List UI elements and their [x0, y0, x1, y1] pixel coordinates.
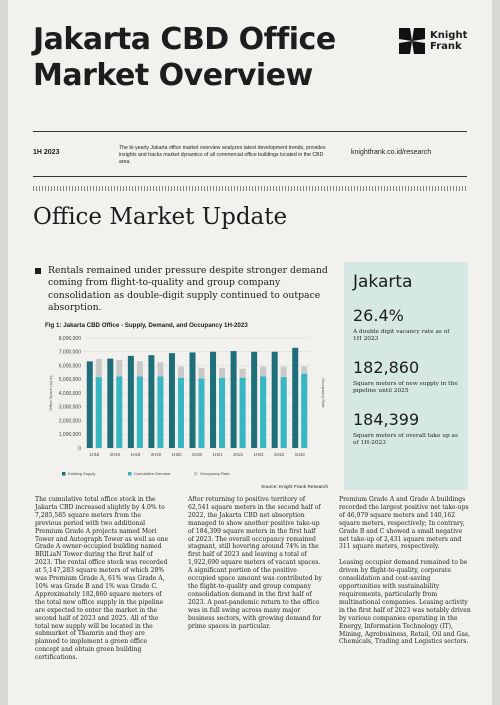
report-page: [8, 0, 492, 705]
bar-existing-supply: [148, 355, 154, 448]
stat-supply-desc: Square meters of new supply in the pipeline until 2025: [353, 380, 458, 395]
y-tick-label: 0: [78, 445, 81, 452]
x-tick-label: 1H23: [294, 452, 305, 457]
bar-existing-supply: [190, 352, 196, 448]
figure-1: [42, 322, 332, 492]
bar-cumulative-demand: [157, 377, 163, 449]
bar-cumulative-demand: [96, 377, 102, 448]
bar-existing-supply: [169, 353, 175, 448]
knight-frank-logo[interactable]: [399, 28, 476, 54]
body-paragraph: Premium Grade A and Grade A buildings recorded the largest positive net take-ups of 46,979 square meters and 140,162 square meters, respectively; In contrary, Grade B and C showed a small negative net take-up of 2,431 square meters and 311 square meters, respectively.: [339, 496, 469, 551]
x-tick-label: 2H21: [233, 452, 244, 457]
bar-cumulative-demand: [137, 377, 143, 449]
legend-label: Existing Supply: [68, 471, 96, 476]
y-tick-label: 2,000,000: [58, 418, 81, 425]
body-paragraph: The cumulative total office stock in the Jakarta CBD increased slightly by 4.0% to 7,285,585 square meters from the previous period with two additional Premium Grade A projects named Mori Tower and Autograph Tower as well as one Grade A owner-occupied building named BRILiaN Tower during the first half of 2023. The rental office stock was recorded at 5,147,283 square meters of which 28% was Premium Grade A, 61% was Grade A, 10% was Grade B and 1% was Grade C. Approximately 182,860 square meters of the total new office supply in the pipeline are expected to enter the market in the second half of 2023 and 2025. All of the total new supply will be located in the submarket of Thamrin and they are planned to implement a green office concept and obtain green building certifications.: [35, 496, 169, 662]
x-tick-label: 2H22: [274, 452, 285, 457]
research-link[interactable]: knightfrank.co.id/research: [351, 149, 432, 156]
x-tick-label: 2H18: [109, 452, 120, 457]
y-tick-label: 8,000,000: [58, 335, 81, 342]
figure-title: Fig 1: Jakarta CBD Office - Supply, Demand, and Occupancy 1H-2023: [45, 322, 248, 329]
body-column-3: [339, 496, 471, 646]
bar-cumulative-demand: [199, 379, 205, 448]
knight-frank-logo-icon: [399, 28, 425, 54]
report-period: 1H 2023: [33, 149, 60, 156]
stat-supply-value: 182,860: [353, 357, 420, 377]
legend-swatch: [128, 472, 132, 476]
stat-takeup-value: 184,399: [353, 409, 420, 429]
bar-cumulative-demand: [178, 378, 184, 448]
divider-top: [33, 131, 467, 132]
stat-vacancy-desc: A double digit vacancy rate as of 1H 2023: [353, 329, 450, 343]
bar-existing-supply: [231, 351, 237, 448]
report-title: Jakarta CBD Office Market Overview: [33, 22, 336, 93]
bar-cumulative-demand: [260, 377, 266, 449]
bar-cumulative-demand: [116, 377, 122, 449]
hatch-divider: [33, 186, 467, 191]
y-tick-label: 7,000,000: [58, 349, 81, 356]
bar-existing-supply: [292, 348, 298, 448]
figure-source: Source: Knight Frank Research: [261, 485, 328, 490]
x-tick-label: 2H19: [150, 452, 161, 457]
body-paragraph: After returning to positive territory of 62,541 square meters in the second half of 2022, the Jakarta CBD net absorption managed to show another positive take-up of 184,399 square meters in the first half of 2023. The overall occupancy remained stagnant, still hovering around 74% in the first half of 2023 and leaving a total of 1,922,690 square meters of vacant spaces. A significant portion of the positive occupied space amount was contributed by the flight-to-quality and group company consolidation demand in the first half of 2023. A post-pandemic return to the office was in full swing across many major business sectors, with growing demand for prime spaces in particular.: [188, 496, 322, 630]
y-tick-label: 4,000,000: [58, 390, 81, 397]
bar-cumulative-demand: [301, 374, 307, 448]
divider-bottom: [33, 176, 467, 177]
x-tick-label: 1H22: [253, 452, 264, 457]
body-paragraph: Leasing occupier demand remained to be driven by flight-to-quality, corporate consolidation and cost-saving opportunities with sustainability requirements, particularly from multinational companies. Leasing activity in the first half of 2023 was notably driven by various companies operating in the Energy, Information Technology (IT), Mining, Agrobusiness, Retail, Oil and Gas, Chemicals, Trading and Logistics sectors.: [339, 559, 471, 646]
x-tick-label: 1H20: [171, 452, 182, 457]
x-tick-label: 2H20: [191, 452, 203, 457]
section-title: Office Market Update: [33, 204, 288, 230]
supply-demand-chart: [42, 330, 332, 486]
stat-takeup-desc: Square meters of overall take up as of 1H-2023: [353, 432, 458, 447]
y-tick-label: 5,000,000: [58, 377, 81, 384]
y-axis-title: Office Space (sq m): [48, 375, 53, 411]
legend-swatch: [194, 472, 198, 476]
stats-city: Jakarta: [353, 272, 413, 292]
y-tick-label: 6,000,000: [58, 363, 81, 370]
bar-existing-supply: [107, 359, 113, 448]
report-description: The bi-yearly Jakarta office market overview analyzes latest development trends, provides insights and tracks market dynamics of all commercial office buildings located in the CBD area.: [119, 145, 326, 165]
bar-existing-supply: [251, 352, 257, 448]
bar-existing-supply: [87, 361, 93, 448]
bar-cumulative-demand: [281, 377, 287, 448]
bar-existing-supply: [210, 352, 216, 448]
bar-cumulative-demand: [240, 378, 246, 448]
logo-text: Knight Frank: [430, 30, 468, 52]
x-tick-label: 1H18: [89, 452, 100, 457]
legend-label: Occupancy Rate: [200, 471, 230, 476]
stat-vacancy-value: 26.4%: [353, 306, 404, 325]
body-column-2: [188, 496, 322, 630]
y-tick-label: 3,000,000: [58, 404, 81, 411]
lead-bullet-icon: [35, 268, 41, 274]
y-tick-label: 1,000,000: [58, 432, 81, 439]
legend-swatch: [62, 472, 66, 476]
x-tick-label: 1H21: [212, 452, 223, 457]
bar-cumulative-demand: [219, 378, 225, 448]
y2-axis-title: Occupancy Rate: [321, 378, 326, 408]
lead-paragraph: [35, 265, 335, 315]
legend-label: Cumulative Demand: [134, 471, 171, 476]
body-column-1: [35, 496, 169, 662]
bar-existing-supply: [272, 352, 278, 448]
key-stats-panel: [344, 262, 468, 490]
lead-text: Rentals remained under pressure despite stronger demand coming from flight-to-quality and group company consolidation as double-digit supply continued to outpace absorption.: [48, 265, 328, 314]
bar-existing-supply: [128, 356, 134, 448]
x-tick-label: 1H19: [130, 452, 141, 457]
